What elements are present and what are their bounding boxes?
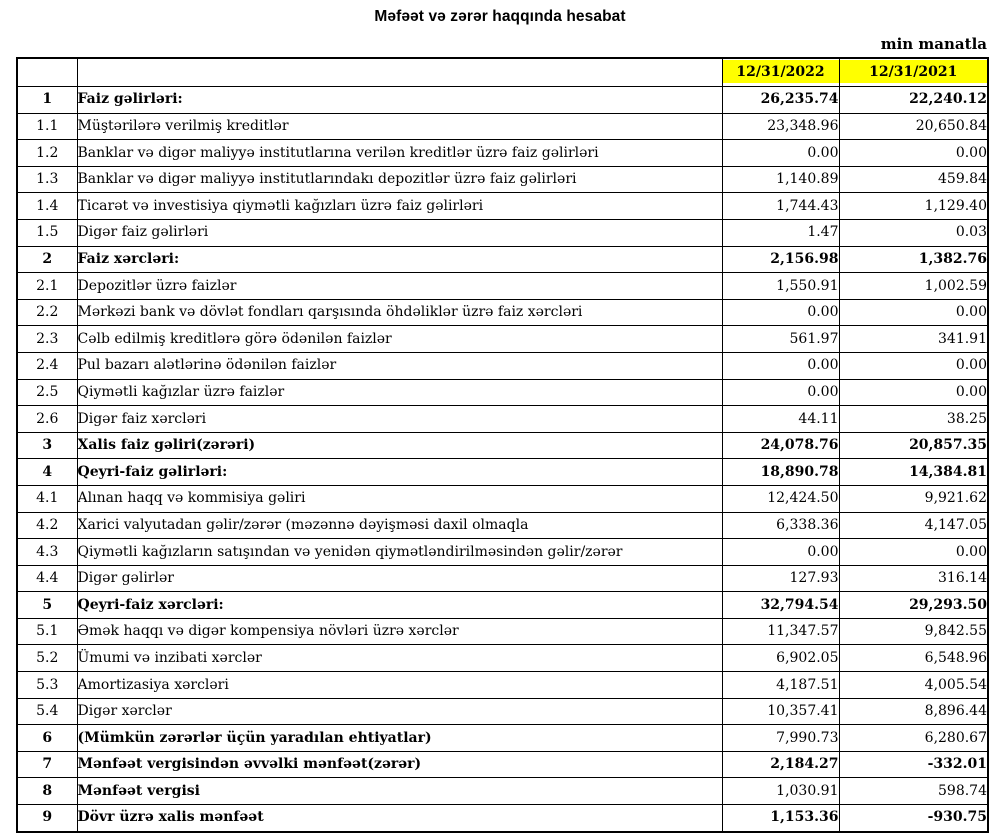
row-label-cell: Faiz gəlirləri: bbox=[77, 87, 722, 114]
row-no-cell: 1.3 bbox=[17, 166, 77, 193]
row-no-cell: 9 bbox=[17, 805, 77, 832]
value-2022-cell: 12,424.50 bbox=[722, 485, 839, 512]
row-no-cell: 5 bbox=[17, 592, 77, 619]
value-2022-cell: 0.00 bbox=[722, 539, 839, 566]
row-label-cell: Qiymətli kağızların satışından və yenidən qiymətləndirilməsindən gəlir/zərər bbox=[77, 539, 722, 566]
row-label-cell: Dövr üzrə xalis mənfəət bbox=[77, 805, 722, 832]
value-2021-cell: 9,842.55 bbox=[839, 618, 988, 645]
table-row bbox=[17, 219, 988, 246]
value-2022-cell: 2,156.98 bbox=[722, 246, 839, 273]
value-2022-cell: 1,550.91 bbox=[722, 273, 839, 300]
table-row bbox=[17, 645, 988, 672]
header-no-cell bbox=[17, 58, 77, 87]
row-label-cell: Pul bazarı alətlərinə ödənilən faizlər bbox=[77, 352, 722, 379]
table-body bbox=[17, 87, 988, 832]
table-row bbox=[17, 406, 988, 433]
value-2022-cell: 7,990.73 bbox=[722, 725, 839, 752]
value-2022-cell: 0.00 bbox=[722, 352, 839, 379]
table-row bbox=[17, 113, 988, 140]
row-no-cell: 4.1 bbox=[17, 485, 77, 512]
row-label-cell: Alınan haqq və kommisiya gəliri bbox=[77, 485, 722, 512]
value-2022-cell: 1,140.89 bbox=[722, 166, 839, 193]
value-2021-cell: 6,280.67 bbox=[839, 725, 988, 752]
value-2022-cell: 6,338.36 bbox=[722, 512, 839, 539]
row-no-cell: 1 bbox=[17, 87, 77, 114]
value-2022-cell: 127.93 bbox=[722, 565, 839, 592]
value-2022-cell: 2,184.27 bbox=[722, 751, 839, 778]
value-2021-cell: 4,005.54 bbox=[839, 672, 988, 699]
table-row bbox=[17, 166, 988, 193]
row-label-cell: Depozitlər üzrə faizlər bbox=[77, 273, 722, 300]
value-2021-cell: 22,240.12 bbox=[839, 87, 988, 114]
value-2022-cell: 32,794.54 bbox=[722, 592, 839, 619]
value-2022-cell: 561.97 bbox=[722, 326, 839, 353]
value-2021-cell: 0.00 bbox=[839, 299, 988, 326]
header-label-cell bbox=[77, 58, 722, 87]
value-2022-cell: 0.00 bbox=[722, 140, 839, 167]
table-header-row bbox=[17, 58, 988, 87]
value-2022-cell: 18,890.78 bbox=[722, 459, 839, 486]
row-label-cell: Xalis faiz gəliri(zərəri) bbox=[77, 432, 722, 459]
table-row bbox=[17, 805, 988, 832]
table-row bbox=[17, 193, 988, 220]
table-row bbox=[17, 326, 988, 353]
row-no-cell: 4.3 bbox=[17, 539, 77, 566]
table-row bbox=[17, 725, 988, 752]
row-label-cell: Əmək haqqı və digər kompensiya növləri üzrə xərclər bbox=[77, 618, 722, 645]
value-2021-cell: -930.75 bbox=[839, 805, 988, 832]
table-row bbox=[17, 539, 988, 566]
value-2021-cell: 9,921.62 bbox=[839, 485, 988, 512]
header-date-2022: 12/31/2022 bbox=[722, 58, 839, 87]
table-row bbox=[17, 485, 988, 512]
table-row bbox=[17, 299, 988, 326]
row-no-cell: 1.4 bbox=[17, 193, 77, 220]
value-2022-cell: 1,153.36 bbox=[722, 805, 839, 832]
row-no-cell: 1.1 bbox=[17, 113, 77, 140]
table-row bbox=[17, 751, 988, 778]
value-2021-cell: 14,384.81 bbox=[839, 459, 988, 486]
row-label-cell: Qeyri-faiz xərcləri: bbox=[77, 592, 722, 619]
row-label-cell: Ümumi və inzibati xərclər bbox=[77, 645, 722, 672]
value-2022-cell: 1,744.43 bbox=[722, 193, 839, 220]
row-no-cell: 5.1 bbox=[17, 618, 77, 645]
value-2021-cell: 0.03 bbox=[839, 219, 988, 246]
table-row bbox=[17, 273, 988, 300]
value-2022-cell: 23,348.96 bbox=[722, 113, 839, 140]
row-label-cell: Digər faiz gəlirləri bbox=[77, 219, 722, 246]
row-label-cell: Mənfəət vergisindən əvvəlki mənfəət(zərər) bbox=[77, 751, 722, 778]
row-label-cell: Xarici valyutadan gəlir/zərər (məzənnə dəyişməsi daxil olmaqla bbox=[77, 512, 722, 539]
value-2021-cell: 0.00 bbox=[839, 539, 988, 566]
row-label-cell: Müştərilərə verilmiş kreditlər bbox=[77, 113, 722, 140]
table-row bbox=[17, 512, 988, 539]
table-row bbox=[17, 618, 988, 645]
row-no-cell: 7 bbox=[17, 751, 77, 778]
value-2022-cell: 24,078.76 bbox=[722, 432, 839, 459]
row-label-cell: Qeyri-faiz gəlirləri: bbox=[77, 459, 722, 486]
row-no-cell: 3 bbox=[17, 432, 77, 459]
value-2022-cell: 0.00 bbox=[722, 379, 839, 406]
row-label-cell: Qiymətli kağızlar üzrə faizlər bbox=[77, 379, 722, 406]
row-no-cell: 2.3 bbox=[17, 326, 77, 353]
value-2021-cell: 29,293.50 bbox=[839, 592, 988, 619]
row-label-cell: Digər faiz xərcləri bbox=[77, 406, 722, 433]
row-no-cell: 2.1 bbox=[17, 273, 77, 300]
row-label-cell: Ticarət və investisiya qiymətli kağızları üzrə faiz gəlirləri bbox=[77, 193, 722, 220]
table-row bbox=[17, 698, 988, 725]
table-row bbox=[17, 778, 988, 805]
table-row bbox=[17, 565, 988, 592]
profit-loss-table bbox=[16, 57, 989, 833]
value-2021-cell: 598.74 bbox=[839, 778, 988, 805]
value-2021-cell: 316.14 bbox=[839, 565, 988, 592]
row-no-cell: 2.4 bbox=[17, 352, 77, 379]
value-2021-cell: 1,129.40 bbox=[839, 193, 988, 220]
row-no-cell: 1.2 bbox=[17, 140, 77, 167]
row-label-cell: Faiz xərcləri: bbox=[77, 246, 722, 273]
value-2022-cell: 4,187.51 bbox=[722, 672, 839, 699]
row-no-cell: 4.4 bbox=[17, 565, 77, 592]
row-no-cell: 8 bbox=[17, 778, 77, 805]
table-row bbox=[17, 352, 988, 379]
value-2022-cell: 6,902.05 bbox=[722, 645, 839, 672]
value-2022-cell: 0.00 bbox=[722, 299, 839, 326]
row-label-cell: Banklar və digər maliyyə institutlarına verilən kreditlər üzrə faiz gəlirləri bbox=[77, 140, 722, 167]
row-no-cell: 5.3 bbox=[17, 672, 77, 699]
value-2022-cell: 10,357.41 bbox=[722, 698, 839, 725]
row-label-cell: Amortizasiya xərcləri bbox=[77, 672, 722, 699]
value-2021-cell: 0.00 bbox=[839, 379, 988, 406]
value-2022-cell: 26,235.74 bbox=[722, 87, 839, 114]
row-label-cell: Digər gəlirlər bbox=[77, 565, 722, 592]
table-row bbox=[17, 246, 988, 273]
row-label-cell: (Mümkün zərərlər üçün yaradılan ehtiyatlar) bbox=[77, 725, 722, 752]
table-row bbox=[17, 459, 988, 486]
value-2022-cell: 11,347.57 bbox=[722, 618, 839, 645]
row-no-cell: 4 bbox=[17, 459, 77, 486]
row-no-cell: 6 bbox=[17, 725, 77, 752]
value-2021-cell: 4,147.05 bbox=[839, 512, 988, 539]
row-no-cell: 5.2 bbox=[17, 645, 77, 672]
row-label-cell: Mənfəət vergisi bbox=[77, 778, 722, 805]
row-no-cell: 5.4 bbox=[17, 698, 77, 725]
row-no-cell: 2.5 bbox=[17, 379, 77, 406]
row-label-cell: Cəlb edilmiş kreditlərə görə ödənilən faizlər bbox=[77, 326, 722, 353]
table-row bbox=[17, 87, 988, 114]
unit-note: min manatla bbox=[880, 35, 987, 53]
value-2022-cell: 1,030.91 bbox=[722, 778, 839, 805]
value-2021-cell: 6,548.96 bbox=[839, 645, 988, 672]
value-2021-cell: 341.91 bbox=[839, 326, 988, 353]
table-row bbox=[17, 672, 988, 699]
row-label-cell: Banklar və digər maliyyə institutlarındakı depozitlər üzrə faiz gəlirləri bbox=[77, 166, 722, 193]
row-label-cell: Digər xərclər bbox=[77, 698, 722, 725]
page-title: Məfəət və zərər haqqında hesabat bbox=[374, 8, 626, 25]
value-2021-cell: 20,857.35 bbox=[839, 432, 988, 459]
value-2022-cell: 1.47 bbox=[722, 219, 839, 246]
table-row bbox=[17, 379, 988, 406]
value-2022-cell: 44.11 bbox=[722, 406, 839, 433]
value-2021-cell: 38.25 bbox=[839, 406, 988, 433]
row-no-cell: 4.2 bbox=[17, 512, 77, 539]
value-2021-cell: 1,382.76 bbox=[839, 246, 988, 273]
value-2021-cell: 459.84 bbox=[839, 166, 988, 193]
row-no-cell: 1.5 bbox=[17, 219, 77, 246]
value-2021-cell: 20,650.84 bbox=[839, 113, 988, 140]
value-2021-cell: -332.01 bbox=[839, 751, 988, 778]
table-row bbox=[17, 140, 988, 167]
value-2021-cell: 0.00 bbox=[839, 352, 988, 379]
value-2021-cell: 0.00 bbox=[839, 140, 988, 167]
table-row bbox=[17, 432, 988, 459]
row-label-cell: Mərkəzi bank və dövlət fondları qarşısında öhdəliklər üzrə faiz xərcləri bbox=[77, 299, 722, 326]
value-2021-cell: 1,002.59 bbox=[839, 273, 988, 300]
row-no-cell: 2.2 bbox=[17, 299, 77, 326]
row-no-cell: 2 bbox=[17, 246, 77, 273]
row-no-cell: 2.6 bbox=[17, 406, 77, 433]
header-date-2021: 12/31/2021 bbox=[839, 58, 988, 87]
value-2021-cell: 8,896.44 bbox=[839, 698, 988, 725]
table-row bbox=[17, 592, 988, 619]
